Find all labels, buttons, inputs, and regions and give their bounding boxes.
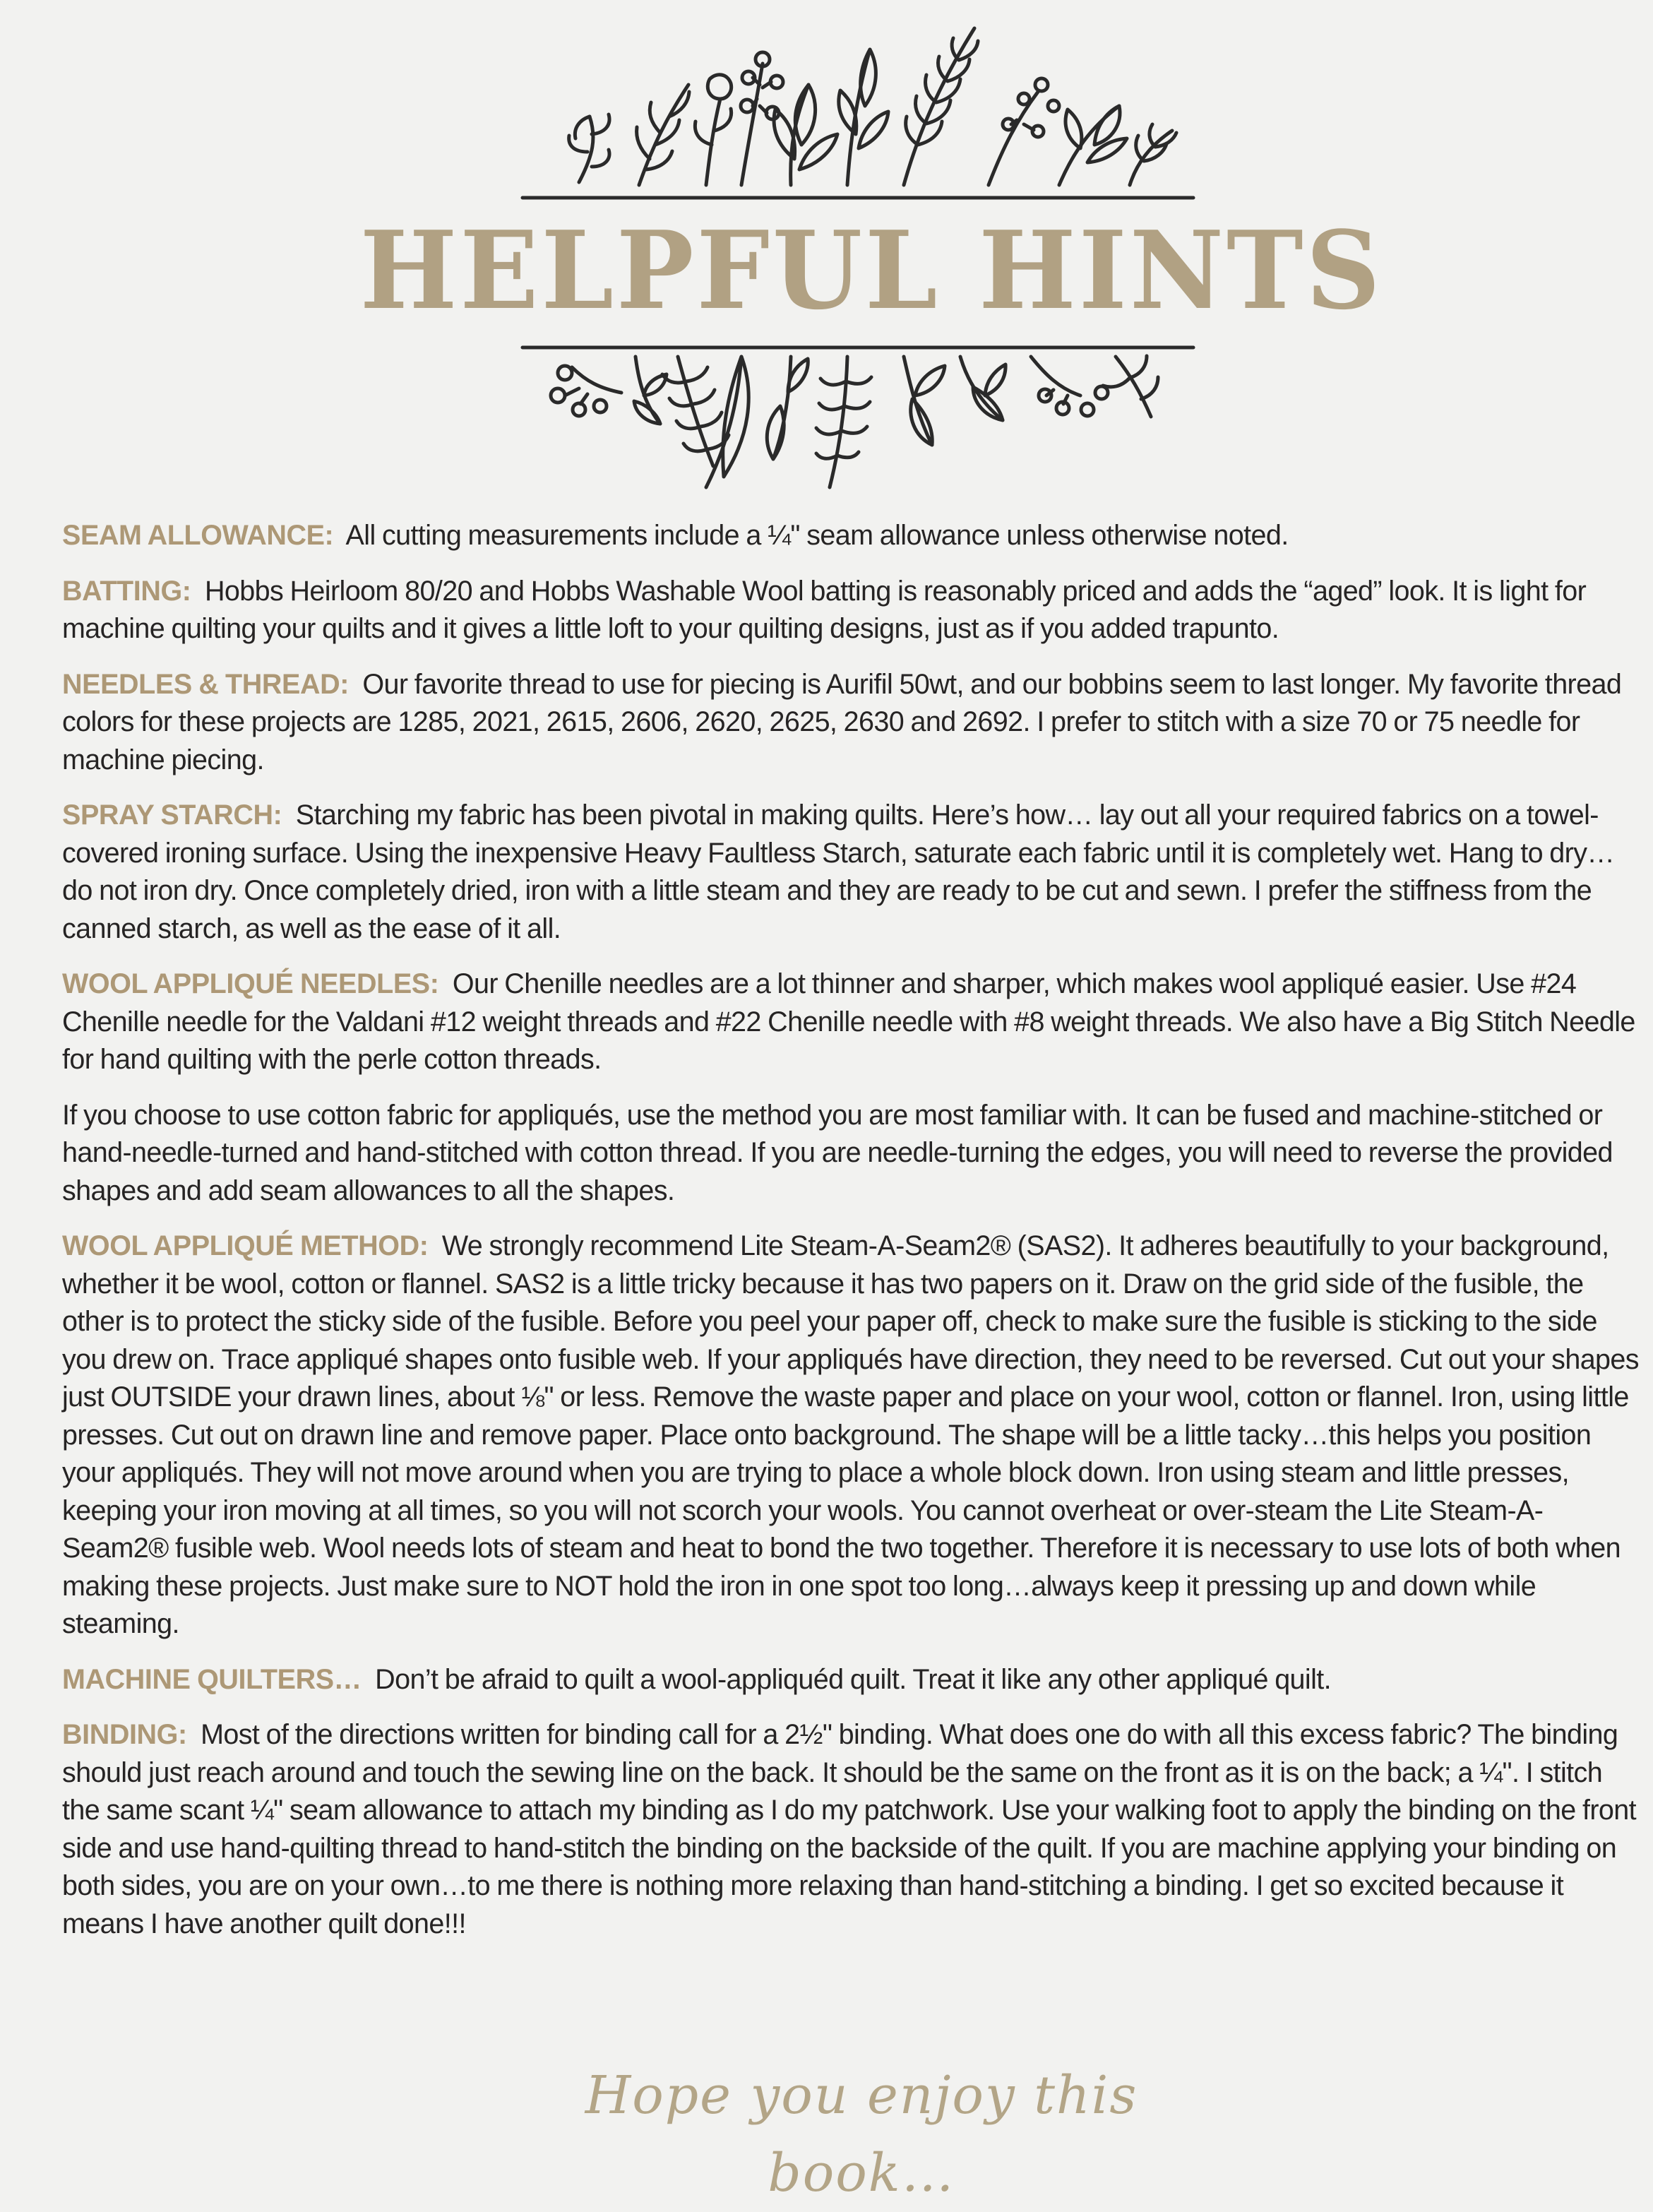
top-foliage xyxy=(569,28,1176,185)
hint-text: Our Chenille needles are a lot thinner and sharper, which makes wool appliqué easier. Use #24 Chenille needle for the Valdani #12 weight threads and #22 Chenille needle with #8 weight threads. We also have a Big Stitch Needle for hand quilting with the perle cotton threads. xyxy=(62,968,1635,1075)
hint-seam-allowance xyxy=(62,517,1644,555)
hint-text: Hobbs Heirloom 80/20 and Hobbs Washable Wool batting is reasonably priced and adds the “aged” look. It is light for machine quilting your quilts and it gives a little loft to your quilting designs, just as if you added trapunto. xyxy=(62,575,1587,644)
hint-text: Don’t be afraid to quilt a wool-appliquéd quilt. Treat it like any other appliqué quilt. xyxy=(375,1663,1332,1695)
page-title: HELPFUL HINTS xyxy=(359,207,1383,333)
bottom-foliage xyxy=(551,356,1158,487)
hint-text: Our favorite thread to use for piecing is Aurifil 50wt, and our bobbins seem to last longer. My favorite thread colors for these projects are 1285, 2021, 2615, 2606, 2620, 2625, 2630 and 2692. I prefer to stitch with a size 70 or 75 needle for machine piecing. xyxy=(62,668,1622,775)
hint-binding xyxy=(62,1716,1644,1943)
hint-batting xyxy=(62,573,1644,648)
hint-text: Starching my fabric has been pivotal in making quilts. Here’s how… lay out all your required fabrics on a towel-covered ironing surface. Using the inexpensive Heavy Faultless Starch, saturate each fabric until it is completely wet. Hang to dry… do not iron dry. Once completely dried, iron with a little steam and they are ready to be cut and sewn. I prefer the stiffness from the canned starch, as well as the ease of it all. xyxy=(62,799,1615,944)
hint-needles-thread xyxy=(62,666,1644,780)
hint-text: Most of the directions written for binding call for a 2½" binding. What does one do with all this excess fabric? The binding should just reach around and touch the sewing line on the back. It should be the same on the front as it is on the back; a ¼". I stitch the same scant ¼" seam allowance to attach my binding as I do my patchwork. Use your walking foot to apply the binding on the front side and use hand-quilting thread to hand-stitch the binding on the backside of the quilt. If you are machine applying your binding on both sides, you are on your own…to me there is nothing more relaxing than hand-stitching a binding. I get so excited because it means I have another quilt done!!! xyxy=(62,1719,1637,1939)
hint-label: SPRAY STARCH: xyxy=(62,799,282,831)
hint-cotton-applique xyxy=(62,1097,1644,1211)
hint-label: BINDING: xyxy=(62,1719,187,1750)
hint-label: WOOL APPLIQUÉ NEEDLES: xyxy=(62,968,439,999)
hint-label: BATTING: xyxy=(62,575,191,607)
hint-spray-starch xyxy=(62,797,1644,948)
hints-list xyxy=(62,517,1644,1961)
hint-label: WOOL APPLIQUÉ METHOD: xyxy=(62,1230,429,1261)
hint-wool-applique-method xyxy=(62,1227,1644,1643)
hint-label: NEEDLES & THREAD: xyxy=(62,668,349,700)
hint-label: SEAM ALLOWANCE: xyxy=(62,520,334,551)
page-header xyxy=(0,0,1653,501)
hint-text: We strongly recommend Lite Steam-A-Seam2® (SAS2). It adheres beautifully to your background, whether it be wool, cotton or flannel. SAS2 is a little tricky because it has two papers on it. Draw on the grid side of the fusible, the other is to protect the sticky side of the fusible. Before you peel your paper off, check to make sure the fusible is sticking to the side you drew on. Trace appliqué shapes onto fusible web. If your appliqués have direction, they need to be reversed. Cut out your shapes just OUTSIDE your drawn lines, about ⅛" or less. Remove the waste paper and place on your wool, cotton or flannel. Iron, using little presses. Cut out on drawn line and remove paper. Place onto background. The shape will be a little tacky…this helps you position your appliqués. They will not move around when you are trying to place a whole block down. Iron using steam and little presses, keeping your iron moving at all times, so you will not scorch your wools. You cannot overheat or over-steam the Lite Steam-A-Seam2® fusible web. Wool needs lots of steam and heat to bond the two together. Therefore it is necessary to use lots of both when making these projects. Just make sure to NOT hold the iron in one spot too long…always keep it pressing up and down while steaming. xyxy=(62,1230,1639,1639)
hint-text: All cutting measurements include a ¼" seam allowance unless otherwise noted. xyxy=(345,520,1289,551)
hint-text: If you choose to use cotton fabric for appliqués, use the method you are most familiar with. It can be fused and machine-stitched or hand-needle-turned and hand-stitched with cotton thread. If you are needle-turning the edges, you will need to reverse the provided shapes and add seam allowances to all the shapes. xyxy=(62,1099,1613,1206)
closing-message: Hope you enjoy this book… xyxy=(585,2065,1138,2204)
hint-machine-quilters xyxy=(62,1661,1644,1699)
hint-wool-applique-needles xyxy=(62,965,1644,1079)
hint-label: MACHINE QUILTERS… xyxy=(62,1663,362,1695)
